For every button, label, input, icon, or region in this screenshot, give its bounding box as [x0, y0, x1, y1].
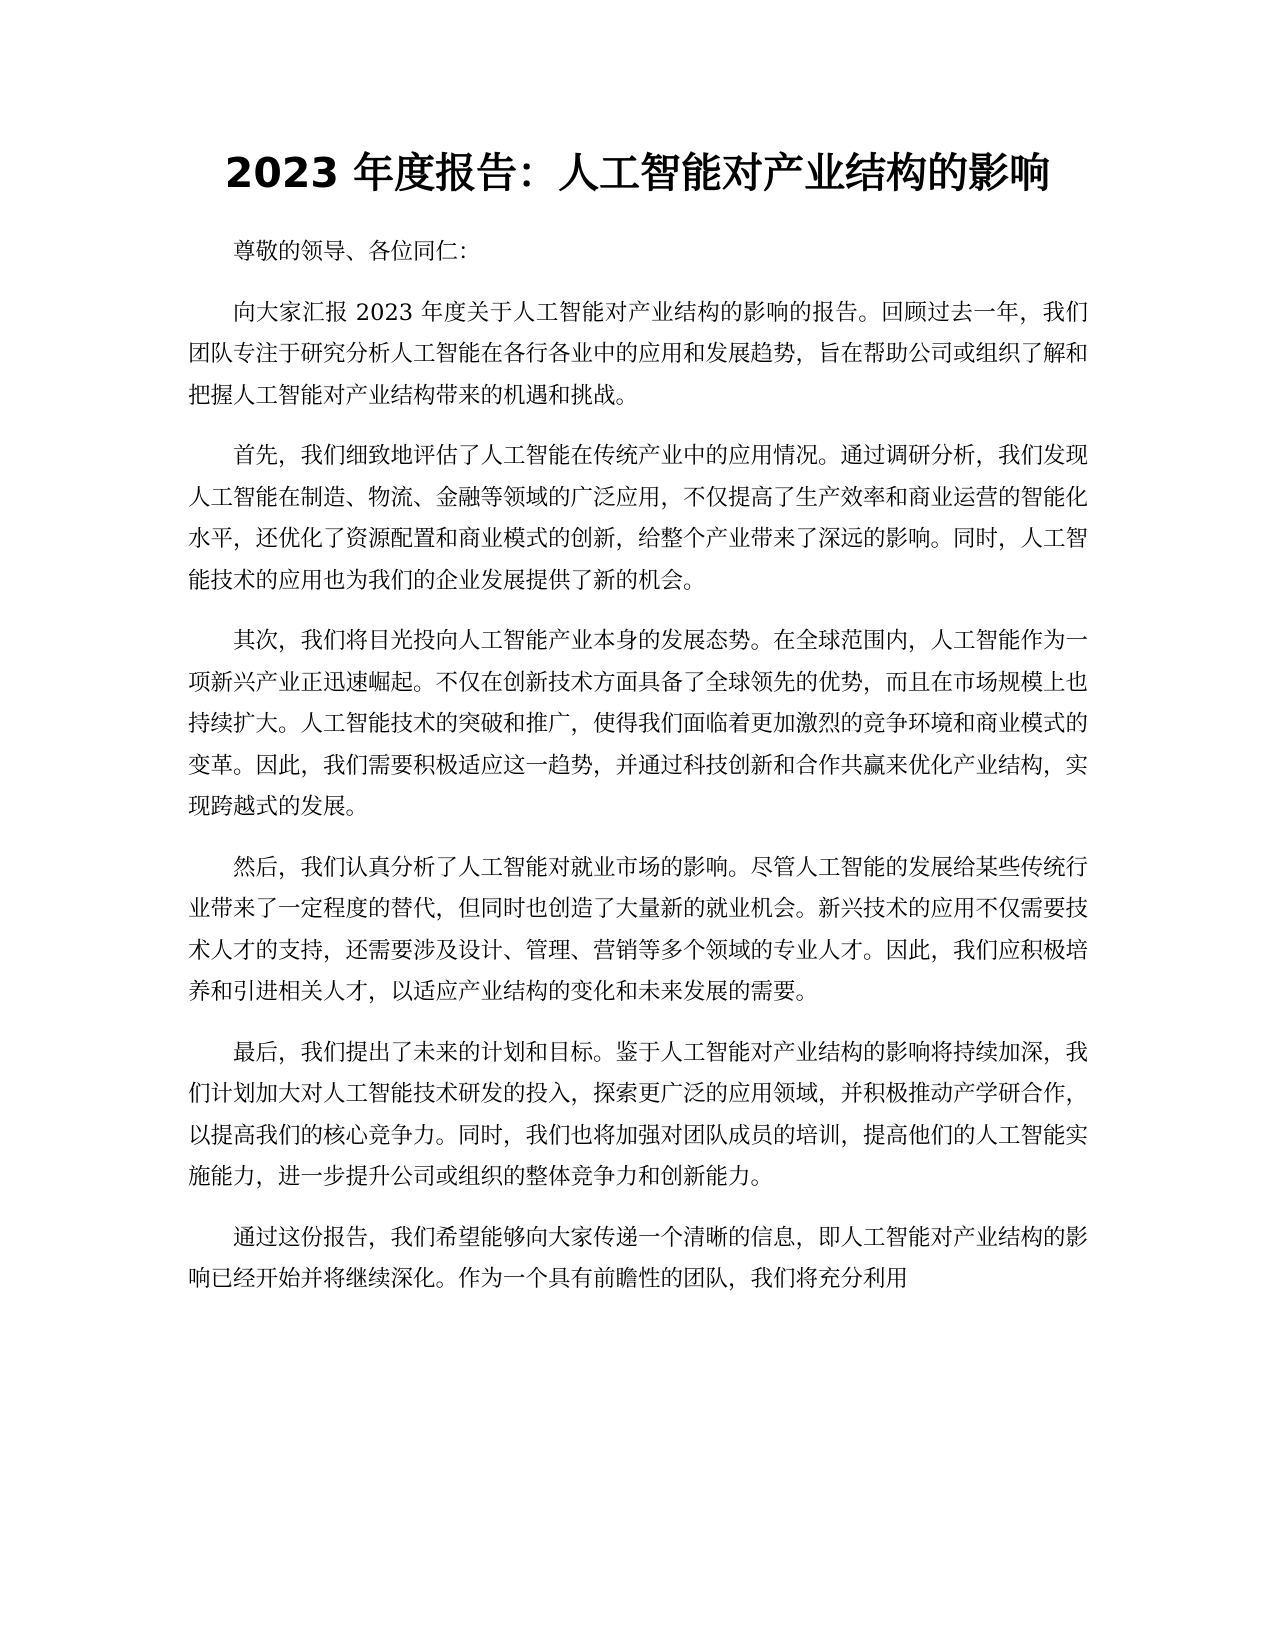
paragraph-conclusion: 通过这份报告，我们希望能够向大家传递一个清晰的信息，即人工智能对产业结构的影响已经开始并将继续深化。作为一个具有前瞻性的团队，我们将充分利用: [188, 1224, 1089, 1292]
document-title: 2023 年度报告：人工智能对产业结构的影响: [224, 149, 1051, 197]
paragraph-fourth: 最后，我们提出了未来的计划和目标。鉴于人工智能对产业结构的影响将持续加深，我们计划加大对人工智能技术研发的投入，探索更广泛的应用领域，并积极推动产学研合作，以提高我们的核心竞争力。同时，我们也将加强对团队成员的培训，提高他们的人工智能实施能力，进一步提升公司或组织的整体竞争力和创新能力。: [188, 1039, 1089, 1190]
paragraph-greeting: 尊敬的领导、各位同仁：: [233, 239, 481, 265]
paragraph-third: 然后，我们认真分析了人工智能对就业市场的影响。尽管人工智能的发展给某些传统行业带来了一定程度的替代，但同时也创造了大量新的就业机会。新兴技术的应用不仅需要技术人才的支持，还需要涉及设计、管理、营销等多个领域的专业人才。因此，我们应积极培养和引进相关人才，以适应产业结构的变化和未来发展的需要。: [188, 854, 1089, 1005]
paragraph-intro: 向大家汇报 2023 年度关于人工智能对产业结构的影响的报告。回顾过去一年，我们团队专注于研究分析人工智能在各行各业中的应用和发展趋势，旨在帮助公司或组织了解和把握人工智能对产业结构带来的机遇和挑战。: [188, 299, 1089, 409]
document-body: [188, 232, 1088, 1320]
paragraph-second: 其次，我们将目光投向人工智能产业本身的发展态势。在全球范围内，人工智能作为一项新兴产业正迅速崛起。不仅在创新技术方面具备了全球领先的优势，而且在市场规模上也持续扩大。人工智能技术的突破和推广，使得我们面临着更加激烈的竞争环境和商业模式的变革。因此，我们需要积极适应这一趋势，并通过科技创新和合作共赢来优化产业结构，实现跨越式的发展。: [188, 628, 1089, 820]
paragraph-first: 首先，我们细致地评估了人工智能在传统产业中的应用情况。通过调研分析，我们发现人工智能在制造、物流、金融等领域的广泛应用，不仅提高了生产效率和商业运营的智能化水平，还优化了资源配置和商业模式的创新，给整个产业带来了深远的影响。同时，人工智能技术的应用也为我们的企业发展提供了新的机会。: [188, 443, 1089, 594]
